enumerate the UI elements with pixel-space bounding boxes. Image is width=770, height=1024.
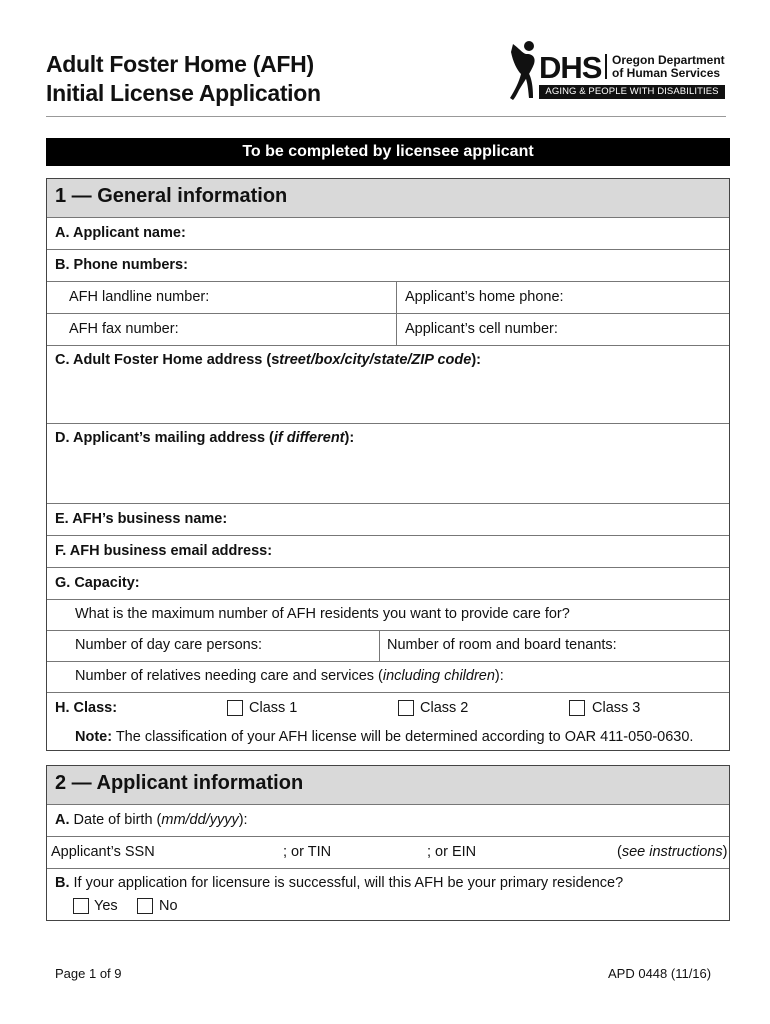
- dhs-logo: [509, 40, 727, 102]
- section-1-header: [47, 179, 729, 217]
- phone-numbers-label: B. Phone numbers:: [55, 257, 188, 273]
- column-divider: [379, 631, 380, 661]
- section-2-header: [47, 766, 729, 804]
- capacity-row: [47, 567, 729, 599]
- page-number: Page 1 of 9: [55, 966, 122, 981]
- yes-checkbox[interactable]: [73, 898, 89, 914]
- home-phone-field[interactable]: Applicant’s home phone:: [405, 289, 564, 305]
- relatives-row[interactable]: [47, 661, 729, 692]
- date-of-birth-row[interactable]: [47, 804, 729, 836]
- class-label: H. Class:: [55, 700, 118, 716]
- ssn-row: [47, 836, 729, 868]
- cell-phone-field[interactable]: Applicant’s cell number:: [405, 321, 558, 337]
- logo-line-1: Oregon Department: [612, 53, 725, 67]
- class-row: [47, 692, 729, 752]
- section-applicant-information: [46, 765, 730, 921]
- completion-banner: To be completed by licensee applicant: [46, 138, 730, 166]
- yes-label: Yes: [94, 898, 118, 914]
- business-name-row[interactable]: [47, 503, 729, 535]
- tin-field[interactable]: ; or TIN: [283, 844, 332, 860]
- column-divider: [396, 282, 397, 313]
- document-title: [46, 50, 321, 108]
- phone-numbers-row: [47, 249, 729, 281]
- ein-field[interactable]: ; or EIN: [427, 844, 477, 860]
- date-of-birth-label: A. Date of birth (mm/dd/yyyy):: [55, 812, 248, 828]
- primary-residence-row: [47, 868, 729, 922]
- header-divider: [46, 116, 726, 117]
- class-1-label: Class 1: [249, 700, 298, 716]
- phone-row-1: [47, 281, 729, 313]
- primary-residence-question: B. If your application for licensure is successful, will this AFH be your primary residence?: [55, 875, 624, 891]
- capacity-label: G. Capacity:: [55, 575, 140, 591]
- applicant-name-row[interactable]: [47, 217, 729, 249]
- afh-address-row[interactable]: [47, 345, 729, 423]
- class-3-label: Class 3: [592, 700, 641, 716]
- applicant-name-label: A. Applicant name:: [55, 225, 186, 241]
- afh-address-label: C. Adult Foster Home address (street/box/city/state/ZIP code):: [55, 352, 481, 368]
- day-care-row: [47, 630, 729, 661]
- class-2-label: Class 2: [420, 700, 469, 716]
- logo-line-2: of Human Services: [612, 66, 721, 80]
- relatives-label: Number of relatives needing care and services (including children):: [75, 668, 504, 684]
- title-line-2: Initial License Application: [46, 80, 321, 106]
- business-email-label: F. AFH business email address:: [55, 543, 273, 559]
- logo-divider: [605, 54, 607, 79]
- room-board-field[interactable]: Number of room and board tenants:: [387, 637, 617, 653]
- running-person-icon: [509, 40, 541, 102]
- column-divider: [396, 314, 397, 345]
- classification-note: Note: The classification of your AFH license will be determined according to OAR 411-050-0630.: [75, 729, 694, 745]
- day-care-field[interactable]: Number of day care persons:: [75, 637, 262, 653]
- class-2-checkbox[interactable]: [398, 700, 414, 716]
- no-label: No: [159, 898, 178, 914]
- class-3-checkbox[interactable]: [569, 700, 585, 716]
- section-2-title: 2 — Applicant information: [55, 772, 304, 794]
- max-residents-label: What is the maximum number of AFH residents you want to provide care for?: [75, 606, 570, 622]
- max-residents-row[interactable]: [47, 599, 729, 630]
- class-1-checkbox[interactable]: [227, 700, 243, 716]
- section-1-title: 1 — General information: [55, 185, 288, 207]
- form-number: APD 0448 (11/16): [608, 966, 712, 981]
- mailing-address-row[interactable]: [47, 423, 729, 503]
- phone-row-2: [47, 313, 729, 345]
- afh-fax-field[interactable]: AFH fax number:: [69, 321, 179, 337]
- title-line-1: Adult Foster Home (AFH): [46, 51, 314, 77]
- afh-landline-field[interactable]: AFH landline number:: [69, 289, 210, 305]
- section-general-information: [46, 178, 730, 751]
- no-checkbox[interactable]: [137, 898, 153, 914]
- business-email-row[interactable]: [47, 535, 729, 567]
- mailing-address-label: D. Applicant’s mailing address (if different):: [55, 430, 355, 446]
- logo-banner: AGING & PEOPLE WITH DISABILITIES: [539, 85, 725, 99]
- ssn-field[interactable]: Applicant’s SSN: [51, 844, 155, 860]
- business-name-label: E. AFH’s business name:: [55, 511, 228, 527]
- logo-abbreviation: DHS: [539, 50, 602, 85]
- see-instructions-note: (see instructions): [617, 844, 728, 860]
